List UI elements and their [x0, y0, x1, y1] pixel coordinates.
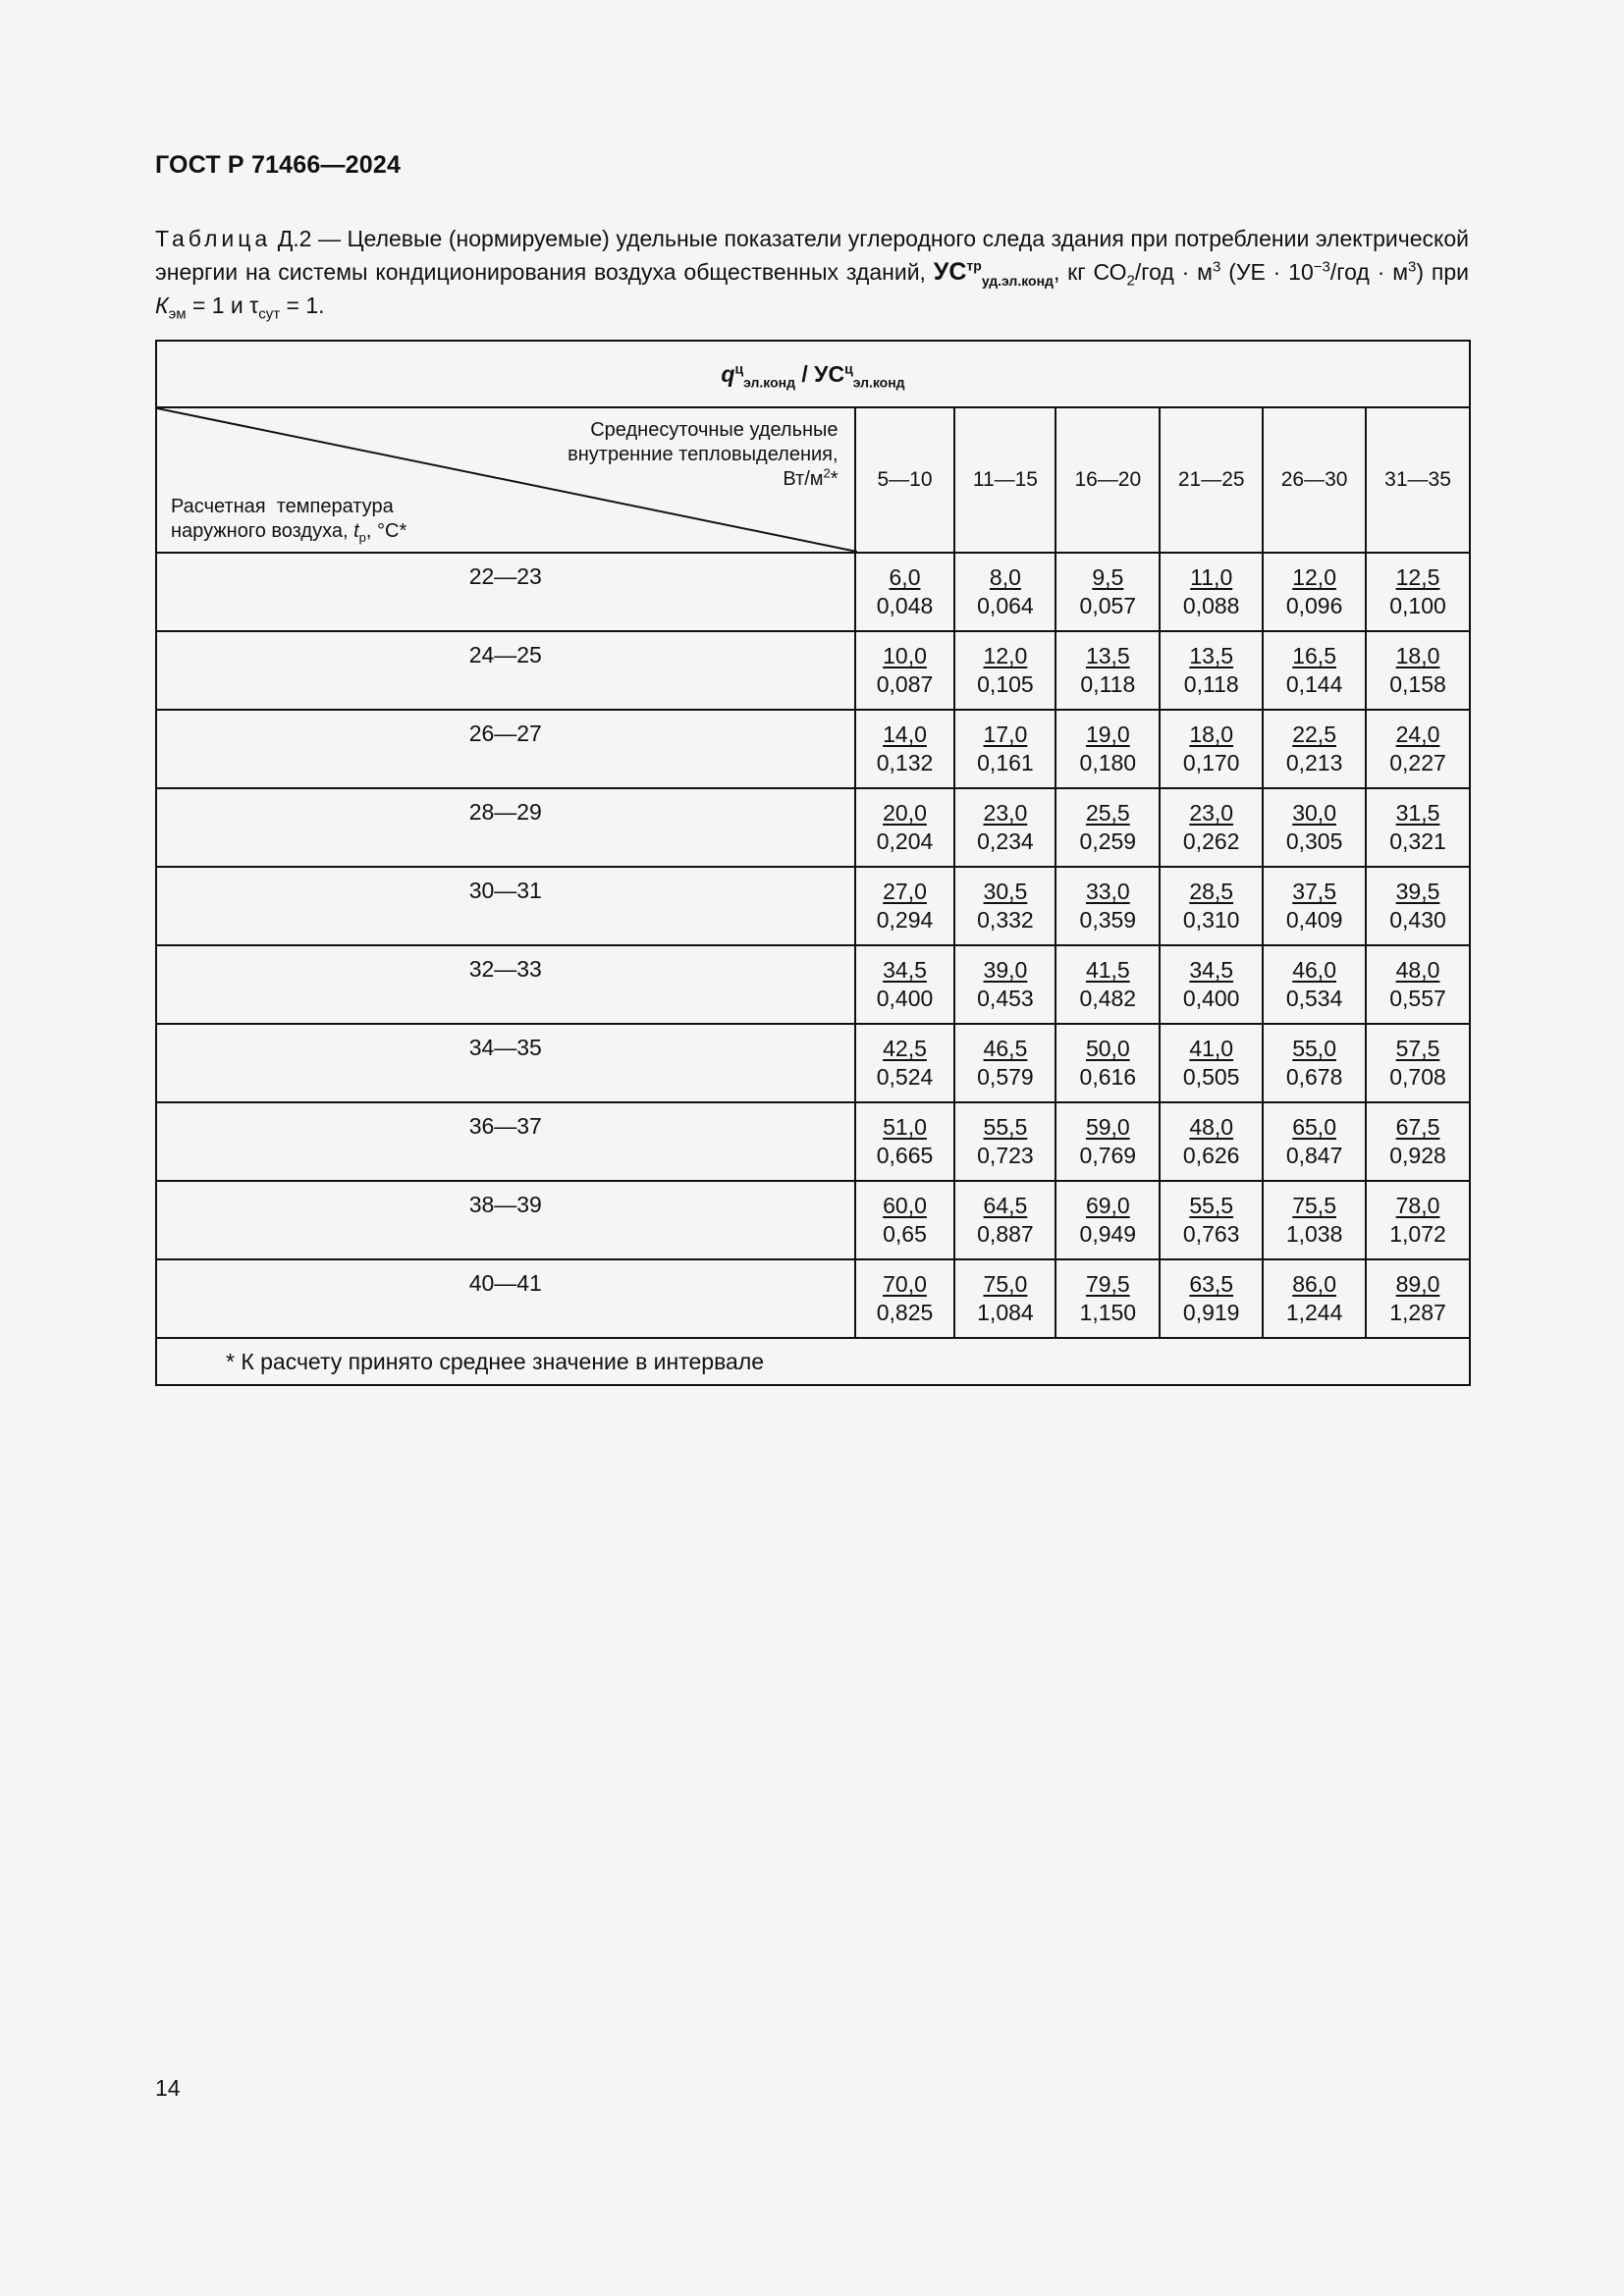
table-row — [156, 1102, 1470, 1181]
table-row — [156, 710, 1470, 788]
cell-numerator: 11,0 — [1190, 564, 1233, 590]
table-footnote: * К расчету принято среднее значение в интервале — [156, 1338, 1470, 1385]
caption-label: Таблица — [155, 226, 272, 251]
cell-denominator: 0,118 — [1080, 671, 1136, 697]
cell-denominator: 0,678 — [1285, 1064, 1343, 1090]
table-cell — [1056, 867, 1160, 945]
cell-numerator: 14,0 — [883, 721, 927, 747]
cell-numerator: 30,5 — [983, 879, 1028, 904]
table-cell — [954, 631, 1056, 710]
table-cell — [1160, 1259, 1263, 1338]
cell-denominator: 0,310 — [1182, 907, 1240, 933]
table-cell — [1263, 1259, 1366, 1338]
diagonal-header-bottom-text: Расчетная температура наружного воздуха, $t_р$, °С* — [171, 496, 407, 545]
cell-numerator: 27,0 — [883, 879, 927, 904]
row-label: 24—25 — [156, 631, 855, 710]
cell-denominator: 0,665 — [876, 1143, 934, 1168]
row-label: 32—33 — [156, 945, 855, 1024]
table-cell — [1056, 788, 1160, 867]
cell-numerator: 79,5 — [1085, 1271, 1130, 1297]
row-label: 30—31 — [156, 867, 855, 945]
cell-denominator: 0,949 — [1079, 1221, 1137, 1247]
cell-denominator: 1,072 — [1389, 1221, 1446, 1247]
cell-numerator: 16,5 — [1292, 643, 1336, 668]
cell-denominator: 0,359 — [1079, 907, 1137, 933]
table-cell — [1056, 1102, 1160, 1181]
cell-numerator: 63,5 — [1189, 1271, 1234, 1297]
table-cell — [1366, 788, 1470, 867]
row-label: 40—41 — [156, 1259, 855, 1338]
cell-denominator: 0,213 — [1285, 750, 1343, 775]
cell-denominator: 1,038 — [1285, 1221, 1343, 1247]
column-header: 11—15 — [954, 407, 1056, 553]
diagonal-header-cell — [156, 407, 855, 553]
cell-denominator: 0,557 — [1389, 986, 1446, 1011]
row-label: 36—37 — [156, 1102, 855, 1181]
cell-numerator: 28,5 — [1189, 879, 1234, 904]
cell-denominator: 0,161 — [977, 750, 1034, 775]
table-cell — [954, 1181, 1056, 1259]
cell-numerator: 55,5 — [983, 1114, 1028, 1140]
cell-numerator: 23,0 — [983, 800, 1028, 826]
cell-numerator: 6,0 — [889, 564, 921, 590]
table-cell — [954, 867, 1056, 945]
cell-denominator: 0,204 — [876, 828, 934, 854]
cell-denominator: 0,144 — [1285, 671, 1343, 697]
cell-numerator: 48,0 — [1395, 957, 1440, 983]
table-cell — [1366, 867, 1470, 945]
column-header: 5—10 — [855, 407, 955, 553]
table-cell — [1056, 1024, 1160, 1102]
cell-numerator: 20,0 — [883, 800, 927, 826]
cell-numerator: 69,0 — [1085, 1193, 1130, 1218]
cell-numerator: 46,0 — [1292, 957, 1336, 983]
table-cell — [1160, 553, 1263, 631]
table-cell — [1160, 631, 1263, 710]
table-cell — [1263, 553, 1366, 631]
table-row — [156, 1259, 1470, 1338]
row-label: 26—27 — [156, 710, 855, 788]
cell-denominator: 1,084 — [977, 1300, 1034, 1325]
cell-numerator: 18,0 — [1189, 721, 1234, 747]
cell-denominator: 0,430 — [1389, 907, 1446, 933]
cell-numerator: 22,5 — [1292, 721, 1336, 747]
table-row — [156, 788, 1470, 867]
column-header: 21—25 — [1160, 407, 1263, 553]
cell-denominator: 0,064 — [977, 593, 1034, 618]
table-cell — [855, 788, 955, 867]
cell-numerator: 12,0 — [1292, 564, 1336, 590]
table-cell — [1056, 631, 1160, 710]
cell-denominator: 0,505 — [1182, 1064, 1240, 1090]
table-cell — [855, 1102, 955, 1181]
cell-denominator: 0,057 — [1079, 593, 1137, 618]
cell-denominator: 0,400 — [876, 986, 934, 1011]
cell-numerator: 17,0 — [983, 721, 1028, 747]
table-cell — [855, 710, 955, 788]
table-cell — [1366, 945, 1470, 1024]
table-cell — [1160, 1181, 1263, 1259]
cell-numerator: 75,5 — [1292, 1193, 1336, 1218]
caption-number: Д.2 — [277, 226, 312, 251]
cell-numerator: 65,0 — [1292, 1114, 1336, 1140]
cell-denominator: 0,321 — [1389, 828, 1446, 854]
cell-denominator: 0,708 — [1389, 1064, 1446, 1090]
document-header: ГОСТ Р 71466—2024 — [155, 151, 402, 179]
table-cell — [1263, 1181, 1366, 1259]
cell-numerator: 70,0 — [883, 1271, 927, 1297]
table-cell — [1366, 1259, 1470, 1338]
cell-denominator: 1,287 — [1389, 1300, 1446, 1325]
cell-numerator: 41,5 — [1085, 957, 1130, 983]
table-row — [156, 631, 1470, 710]
cell-numerator: 23,0 — [1189, 800, 1234, 826]
page-number: 14 — [155, 2075, 181, 2101]
table-cell — [1056, 710, 1160, 788]
cell-denominator: 0,579 — [977, 1064, 1034, 1090]
cell-numerator: 78,0 — [1395, 1193, 1440, 1218]
table-cell — [954, 1102, 1056, 1181]
cell-numerator: 10,0 — [883, 643, 927, 668]
cell-denominator: 0,227 — [1389, 750, 1446, 775]
cell-denominator: 0,259 — [1079, 828, 1137, 854]
cell-denominator: 0,409 — [1285, 907, 1343, 933]
table-cell — [1056, 553, 1160, 631]
cell-numerator: 48,0 — [1189, 1114, 1234, 1140]
table-row — [156, 1181, 1470, 1259]
cell-numerator: 34,5 — [1189, 957, 1234, 983]
cell-denominator: 0,105 — [977, 671, 1034, 697]
column-header: 31—35 — [1366, 407, 1470, 553]
cell-numerator: 55,0 — [1292, 1036, 1336, 1061]
cell-numerator: 39,5 — [1395, 879, 1440, 904]
cell-numerator: 24,0 — [1395, 721, 1440, 747]
table-cell — [855, 631, 955, 710]
cell-denominator: 0,723 — [977, 1143, 1034, 1168]
cell-numerator: 86,0 — [1292, 1271, 1336, 1297]
cell-denominator: 0,096 — [1285, 593, 1343, 618]
table-row — [156, 553, 1470, 631]
cell-denominator: 0,132 — [876, 750, 934, 775]
table-cell — [1263, 710, 1366, 788]
diagonal-header-top-text: Среднесуточные удельные внутренние тепловыделения, $Вт/м^2*$ — [568, 419, 839, 490]
table-cell — [954, 1259, 1056, 1338]
table-cell — [1056, 945, 1160, 1024]
table-top-header: $q^ц_{эл.конд} / УС^ц_{эл.конд}$ — [156, 341, 1470, 407]
cell-denominator: 0,118 — [1183, 671, 1239, 697]
cell-numerator: 57,5 — [1395, 1036, 1440, 1061]
table-row — [156, 867, 1470, 945]
table-cell — [855, 1181, 955, 1259]
cell-numerator: 8,0 — [989, 564, 1021, 590]
cell-denominator: 1,244 — [1285, 1300, 1343, 1325]
cell-numerator: 50,0 — [1085, 1036, 1130, 1061]
column-header: 26—30 — [1263, 407, 1366, 553]
column-header: 16—20 — [1056, 407, 1160, 553]
cell-denominator: 0,616 — [1079, 1064, 1137, 1090]
cell-numerator: 42,5 — [883, 1036, 927, 1061]
cell-denominator: 0,524 — [876, 1064, 934, 1090]
table-cell — [1160, 1024, 1263, 1102]
cell-denominator: 0,158 — [1389, 671, 1446, 697]
cell-denominator: 0,087 — [876, 671, 934, 697]
cell-denominator: 0,048 — [876, 593, 934, 618]
cell-denominator: 0,453 — [977, 986, 1034, 1011]
table-cell — [1160, 945, 1263, 1024]
cell-numerator: 25,5 — [1085, 800, 1130, 826]
table-row — [156, 1024, 1470, 1102]
table-cell — [954, 788, 1056, 867]
table-cell — [855, 553, 955, 631]
cell-numerator: 64,5 — [983, 1193, 1028, 1218]
cell-numerator: 31,5 — [1395, 800, 1440, 826]
table-cell — [1160, 867, 1263, 945]
table-cell — [1160, 710, 1263, 788]
row-label: 34—35 — [156, 1024, 855, 1102]
cell-denominator: 0,234 — [977, 828, 1034, 854]
table-cell — [1366, 553, 1470, 631]
table-cell — [1366, 710, 1470, 788]
cell-numerator: 19,0 — [1085, 721, 1130, 747]
cell-denominator: 0,847 — [1285, 1143, 1343, 1168]
cell-numerator: 75,0 — [983, 1271, 1028, 1297]
cell-denominator: 0,400 — [1182, 986, 1240, 1011]
cell-numerator: 13,5 — [1085, 643, 1130, 668]
cell-denominator: 0,825 — [876, 1300, 934, 1325]
cell-denominator: 0,482 — [1079, 986, 1137, 1011]
table-cell — [1263, 945, 1366, 1024]
cell-denominator: 0,928 — [1389, 1143, 1446, 1168]
cell-denominator: 0,088 — [1182, 593, 1240, 618]
table-cell — [1056, 1181, 1160, 1259]
cell-denominator: 0,919 — [1182, 1300, 1240, 1325]
cell-numerator: 34,5 — [883, 957, 927, 983]
caption-text: — Целевые (нормируемые) удельные показатели углеродного следа здания при потреблении электрической энергии на системы кондиционирования воздуха общественных зданий, — [155, 226, 1469, 285]
cell-numerator: 33,0 — [1085, 879, 1130, 904]
cell-denominator: 0,332 — [977, 907, 1034, 933]
cell-denominator: 0,100 — [1389, 593, 1446, 618]
table-cell — [855, 1259, 955, 1338]
cell-numerator: 41,0 — [1189, 1036, 1234, 1061]
table-cell — [954, 710, 1056, 788]
table-cell — [855, 1024, 955, 1102]
cell-numerator: 13,5 — [1189, 643, 1234, 668]
cell-denominator: 0,626 — [1182, 1143, 1240, 1168]
cell-numerator: 9,5 — [1092, 564, 1124, 590]
cell-numerator: 59,0 — [1085, 1114, 1130, 1140]
caption-symbol: $УС^{тр}_{уд.эл.конд}$ — [933, 257, 1054, 289]
cell-denominator: 0,534 — [1285, 986, 1343, 1011]
table-cell — [1263, 867, 1366, 945]
table-caption: Таблица Д.2 — Целевые (нормируемые) удельные показатели углеродного следа здания при потреблении электрической энергии на системы кондиционирования воздуха общественных зданий, $УС^{тр}_{уд.эл.конд}$, кг $СО_2$/год · $м^3$ ($УЕ \cdot 10^{-3}$/год · $м^3$) при $К_{эм} = 1$ и $\tau_{сут} = 1$. — [155, 226, 1469, 323]
row-label: 28—29 — [156, 788, 855, 867]
table-row — [156, 945, 1470, 1024]
table-cell — [1263, 788, 1366, 867]
cell-numerator: 89,0 — [1395, 1271, 1440, 1297]
table-cell — [954, 553, 1056, 631]
table-cell — [1263, 1102, 1366, 1181]
table-cell — [855, 945, 955, 1024]
table-cell — [1160, 788, 1263, 867]
table-cell — [1366, 1181, 1470, 1259]
table-cell — [1160, 1102, 1263, 1181]
table-cell — [1366, 1102, 1470, 1181]
table-cell — [855, 867, 955, 945]
table-cell — [1056, 1259, 1160, 1338]
cell-denominator: 0,305 — [1285, 828, 1343, 854]
cell-denominator: 0,887 — [977, 1221, 1034, 1247]
cell-numerator: 39,0 — [983, 957, 1028, 983]
cell-numerator: 46,5 — [983, 1036, 1028, 1061]
cell-numerator: 51,0 — [883, 1114, 927, 1140]
cell-numerator: 12,0 — [983, 643, 1028, 668]
table-cell — [1263, 1024, 1366, 1102]
cell-numerator: 67,5 — [1395, 1114, 1440, 1140]
cell-denominator: 0,262 — [1182, 828, 1240, 854]
cell-numerator: 37,5 — [1292, 879, 1336, 904]
cell-denominator: 0,65 — [883, 1221, 927, 1247]
cell-denominator: 0,763 — [1182, 1221, 1240, 1247]
cell-numerator: 12,5 — [1395, 564, 1440, 590]
table-cell — [1366, 631, 1470, 710]
cell-denominator: 0,294 — [876, 907, 934, 933]
row-label: 22—23 — [156, 553, 855, 631]
table-cell — [954, 1024, 1056, 1102]
cell-numerator: 18,0 — [1395, 643, 1440, 668]
cell-denominator: 0,769 — [1079, 1143, 1137, 1168]
table-cell — [1263, 631, 1366, 710]
cell-denominator: 0,170 — [1182, 750, 1240, 775]
table-cell — [954, 945, 1056, 1024]
row-label: 38—39 — [156, 1181, 855, 1259]
cell-numerator: 55,5 — [1189, 1193, 1234, 1218]
cell-denominator: 0,180 — [1079, 750, 1137, 775]
data-table — [155, 340, 1471, 1386]
cell-numerator: 60,0 — [883, 1193, 927, 1218]
cell-denominator: 1,150 — [1079, 1300, 1137, 1325]
cell-numerator: 30,0 — [1292, 800, 1336, 826]
table-cell — [1366, 1024, 1470, 1102]
